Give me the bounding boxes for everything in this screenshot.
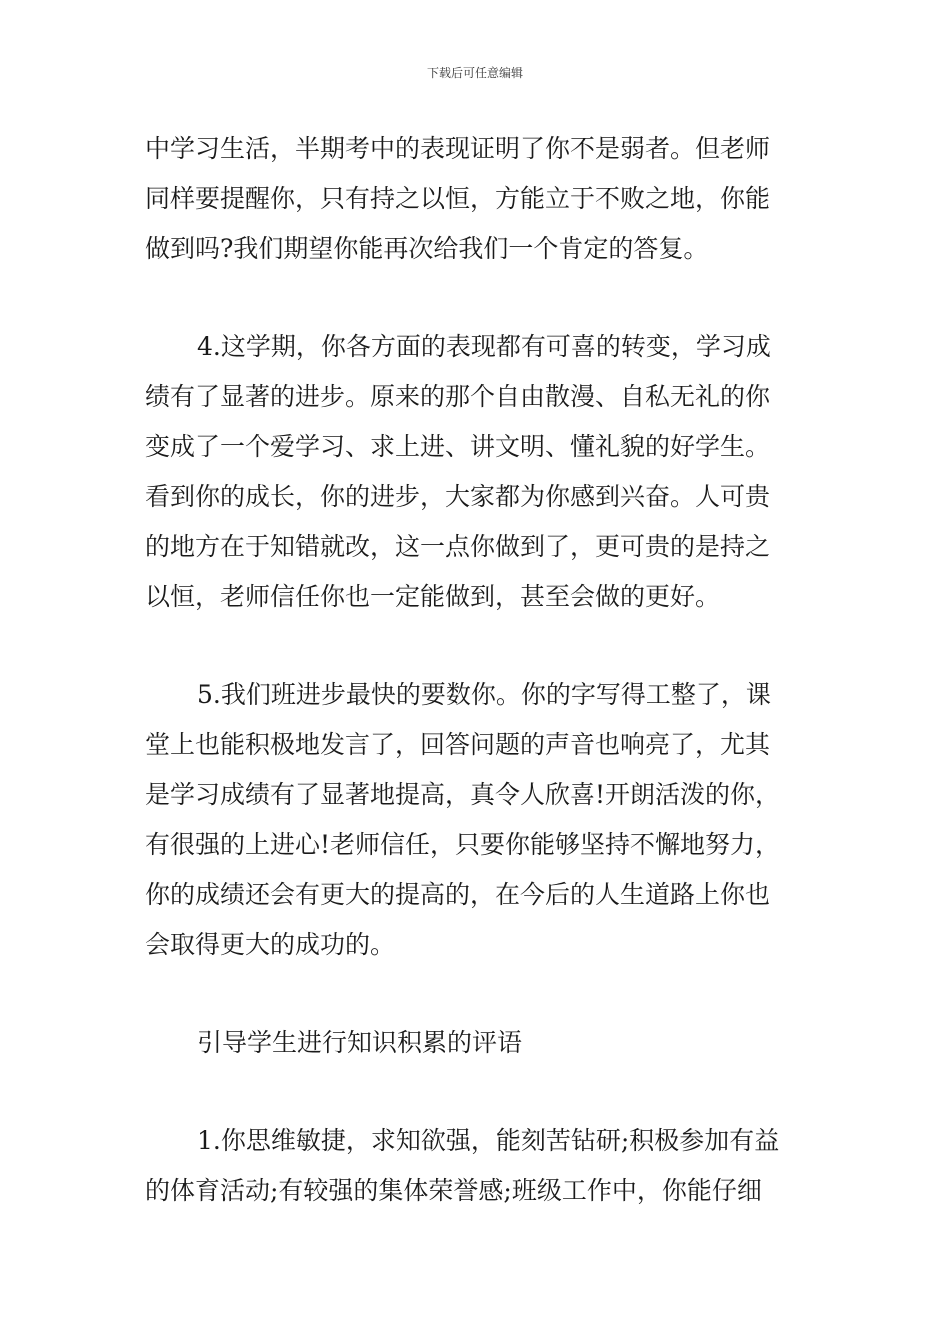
text-line: 你的成绩还会有更大的提高的，在今后的人生道路上你也 [145,880,771,909]
text-line: 变成了一个爱学习、求上进、讲文明、懂礼貌的好学生。 [145,432,771,461]
paragraph-comment-5 [145,670,810,970]
text-line: 堂上也能积极地发言了，回答问题的声音也响亮了，尤其 [145,730,771,759]
text-line: 做到吗?我们期望你能再次给我们一个肯定的答复。 [145,234,709,263]
text-line: 中学习生活，半期考中的表现证明了你不是弱者。但老师 [145,134,771,163]
page-header-note: 下载后可任意编辑 [426,66,523,80]
text-line: 会取得更大的成功的。 [145,930,396,959]
text-line: 绩有了显著的进步。原来的那个自由散漫、自私无礼的你 [145,382,771,411]
text-line: 的体育活动;有较强的集体荣誉感;班级工作中，你能仔细 [145,1176,762,1205]
text-line: 1.你思维敏捷，求知欲强，能刻苦钻研;积极参加有益 [197,1126,780,1155]
text-line: 有很强的上进心!老师信任，只要你能够坚持不懈地努力， [145,830,781,859]
text-line: 5.我们班进步最快的要数你。你的字写得工整了，课 [197,680,771,709]
document-body [145,124,810,1216]
paragraph-comment-1 [145,1116,810,1216]
heading-line: 引导学生进行知识积累的评语 [197,1028,523,1057]
text-line: 4.这学期，你各方面的表现都有可喜的转变，学习成 [197,332,771,361]
section-heading [145,1018,810,1068]
text-line: 同样要提醒你，只有持之以恒，方能立于不败之地，你能 [145,184,771,213]
text-line: 的地方在于知错就改，这一点你做到了，更可贵的是持之 [145,532,771,561]
paragraph-comment-4 [145,322,810,622]
text-line: 看到你的成长，你的进步，大家都为你感到兴奋。人可贵 [145,482,771,511]
text-line: 以恒，老师信任你也一定能做到，甚至会做的更好。 [145,582,721,611]
text-line: 是学习成绩有了显著地提高，真令人欣喜!开朗活泼的你， [145,780,781,809]
paragraph-continuation [145,124,810,274]
